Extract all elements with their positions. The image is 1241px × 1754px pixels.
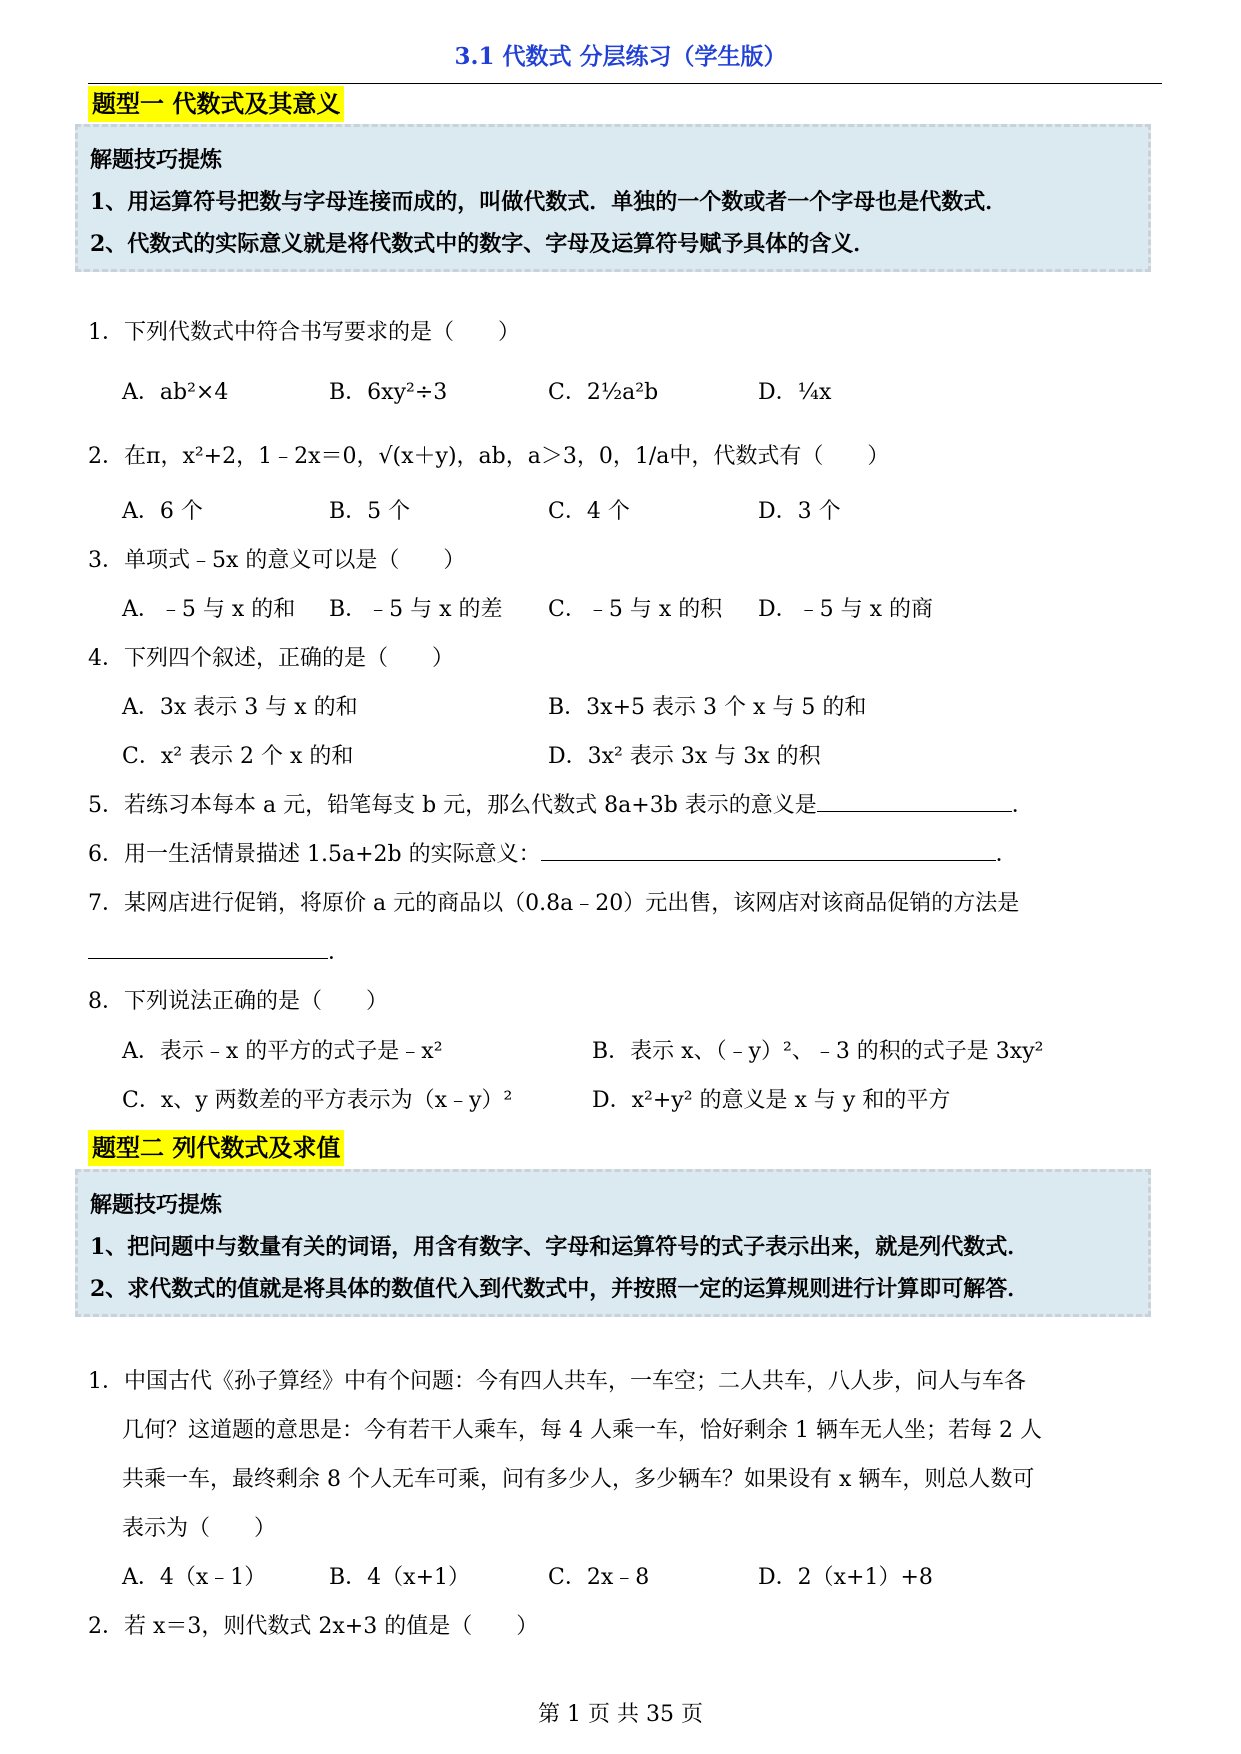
problem-1-line: 表示为（ ） [122, 1516, 277, 1541]
tips-title: 解题技巧提炼 [90, 1192, 223, 1218]
question-1-stem: 1．下列代数式中符合书写要求的是（ ） [88, 320, 520, 345]
problem-1-line: 1．中国古代《孙子算经》中有个问题：今有四人共车，一车空；二人共车，八人步，问人与车各 [88, 1369, 1027, 1394]
tip-line: 2、求代数式的值就是将具体的数值代入到代数式中，并按照一定的运算规则进行计算即可解答． [90, 1276, 1030, 1302]
q4-option-b: B．3x+5 表示 3 个 x 与 5 的和 [548, 695, 867, 720]
q4-option-c: C．x² 表示 2 个 x 的和 [122, 744, 354, 769]
q1-option-b: B．6xy²÷3 [329, 380, 448, 405]
q1-option-d: D．¼x [758, 380, 832, 405]
title-divider [88, 83, 1162, 84]
question-2-stem: 2．在π，x²+2，1﹣2x＝0，√(x＋y)，ab，a＞3，0，1/a中，代数式有（ ） [88, 444, 890, 469]
question-7-answer [88, 935, 350, 966]
q2-option-b: B．5 个 [329, 499, 411, 524]
q8-option-c: C．x、y 两数差的平方表示为（x﹣y）² [122, 1088, 513, 1113]
p1-option-a: A．4（x﹣1） [122, 1565, 267, 1590]
problem-1-line: 几何？这道题的意思是：今有若干人乘车，每 4 人乘一车，恰好剩余 1 辆车无人坐；若每 2 人 [122, 1418, 1042, 1443]
q3-option-c: C．﹣5 与 x 的积 [548, 597, 723, 622]
tips-box-1 [75, 124, 1151, 272]
q1-option-c: C．2½a²b [548, 380, 659, 405]
document-title: 3.1 代数式 分层练习（学生版） [454, 43, 787, 70]
page-footer: 第 1 页 共 35 页 [538, 1702, 703, 1727]
question-8-stem: 8．下列说法正确的是（ ） [88, 989, 388, 1014]
answer-blank[interactable] [88, 936, 328, 959]
q2-option-c: C．4 个 [548, 499, 630, 524]
answer-blank[interactable] [541, 838, 996, 861]
q3-option-b: B．﹣5 与 x 的差 [329, 597, 503, 622]
q8-option-d: D．x²+y² 的意义是 x 与 y 和的平方 [592, 1088, 951, 1113]
q2-option-d: D．3 个 [758, 499, 841, 524]
answer-blank[interactable] [817, 789, 1012, 812]
tips-box-2 [75, 1169, 1151, 1317]
tip-line: 1、用运算符号把数与字母连接而成的，叫做代数式．单独的一个数或者一个字母也是代数式． [90, 189, 1008, 215]
tip-line: 1、把问题中与数量有关的词语，用含有数字、字母和运算符号的式子表示出来，就是列代数式． [90, 1234, 1030, 1260]
question-6-end: ． [995, 842, 1018, 867]
question-3-stem: 3．单项式﹣5x 的意义可以是（ ） [88, 548, 466, 573]
tip-line: 2、代数式的实际意义就是将代数式中的数字、字母及运算符号赋予具体的含义． [90, 231, 876, 257]
question-5-stem: 5．若练习本每本 a 元，铅笔每支 b 元，那么代数式 8a+3b 表示的意义是 [88, 793, 817, 818]
q2-option-a: A．6 个 [122, 499, 203, 524]
q4-option-a: A．3x 表示 3 与 x 的和 [122, 695, 358, 720]
question-7-stem: 7．某网店进行促销，将原价 a 元的商品以（0.8a﹣20）元出售，该网店对该商品促销的方法是 [88, 891, 1020, 916]
q3-option-a: A．﹣5 与 x 的和 [122, 597, 296, 622]
q8-option-a: A．表示﹣x 的平方的式子是﹣x² [122, 1039, 443, 1064]
question-6 [88, 837, 1018, 868]
question-5 [88, 788, 1034, 819]
question-5-end: ． [1011, 793, 1034, 818]
question-4-stem: 4．下列四个叙述，正确的是（ ） [88, 646, 454, 671]
q1-option-a: A．ab²×4 [122, 380, 229, 405]
q8-option-b: B．表示 x、（﹣y）²、﹣3 的积的式子是 3xy² [592, 1039, 1044, 1064]
q3-option-d: D．﹣5 与 x 的商 [758, 597, 934, 622]
problem-2-stem: 2．若 x＝3，则代数式 2x+3 的值是（ ） [88, 1614, 539, 1639]
question-7-end: ． [328, 940, 351, 965]
p1-option-d: D．2（x+1）+8 [758, 1565, 933, 1590]
p1-option-c: C．2x﹣8 [548, 1565, 650, 1590]
section-heading-1: 题型一 代数式及其意义 [88, 86, 344, 122]
q4-option-d: D．3x² 表示 3x 与 3x 的积 [548, 744, 821, 769]
section-heading-2: 题型二 列代数式及求值 [88, 1130, 344, 1166]
question-6-stem: 6．用一生活情景描述 1.5a+2b 的实际意义： [88, 842, 541, 867]
tips-title: 解题技巧提炼 [90, 147, 223, 173]
problem-1-line: 共乘一车，最终剩余 8 个人无车可乘，问有多少人，多少辆车？如果设有 x 辆车，则总人数可 [122, 1467, 1035, 1492]
p1-option-b: B．4（x+1） [329, 1565, 471, 1590]
